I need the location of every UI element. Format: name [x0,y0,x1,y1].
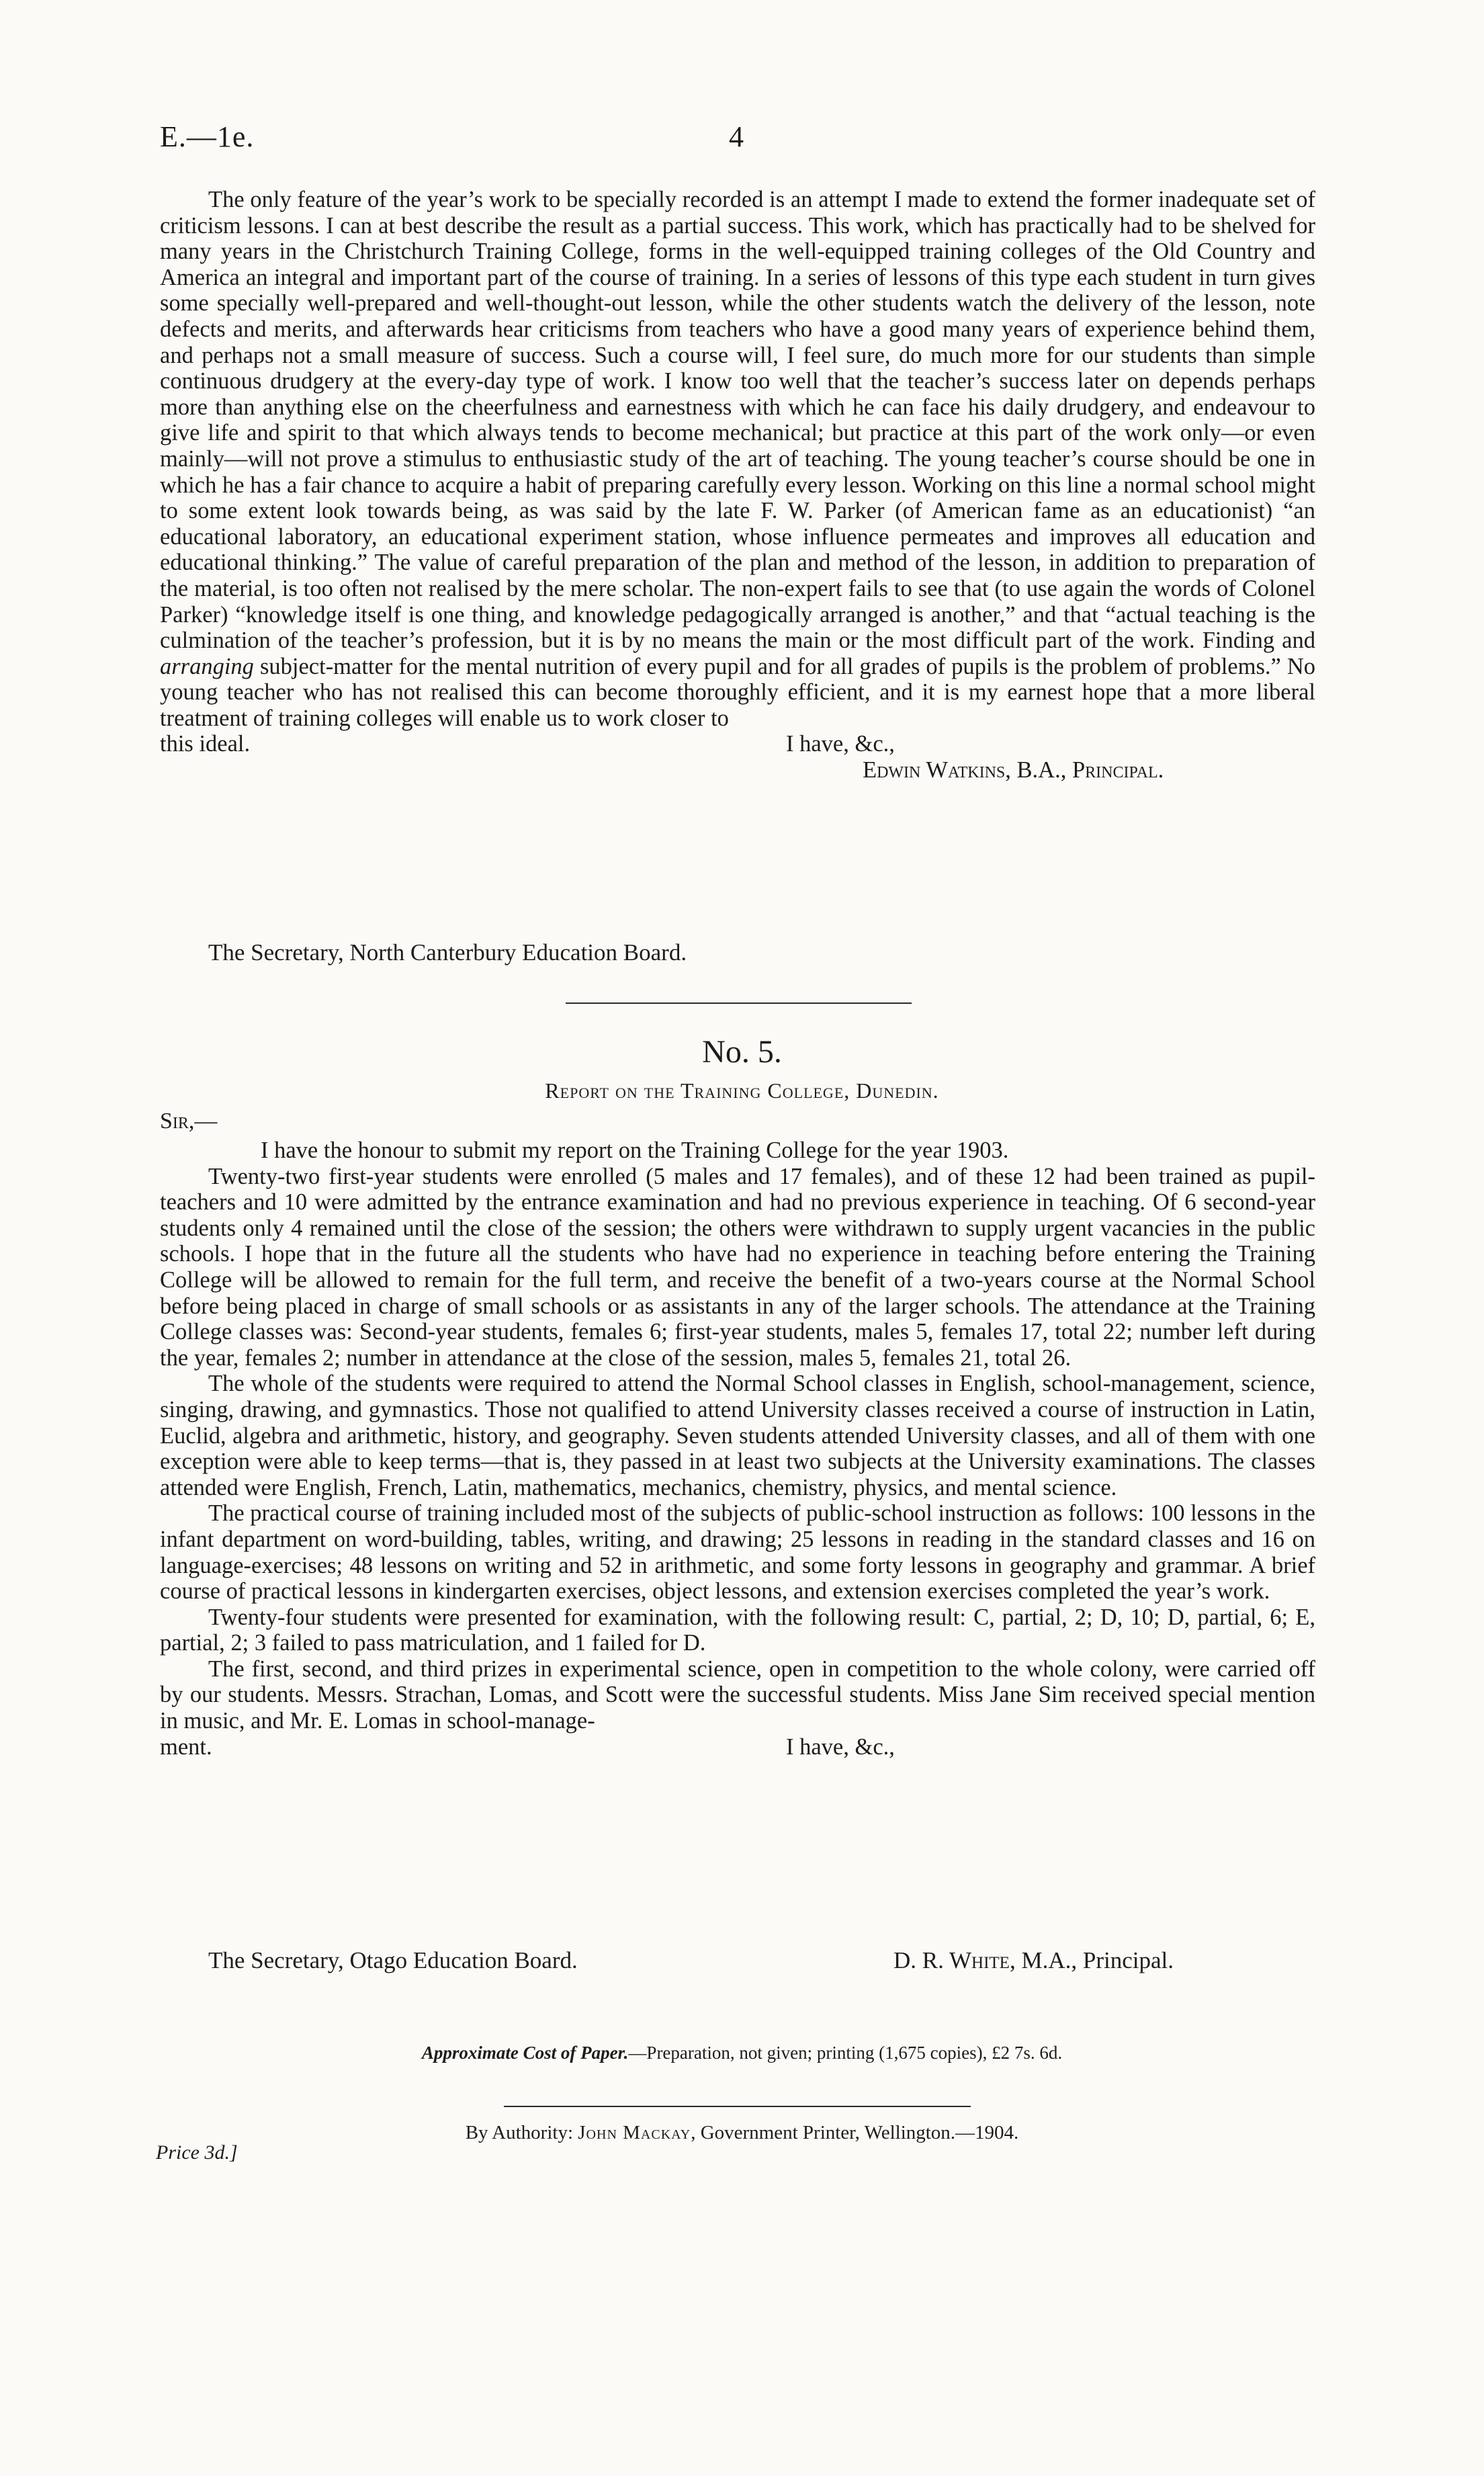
closing-row [160,1734,1315,1760]
addressee-signature-row [208,1947,1323,1974]
paragraph-practical-course: The practical course of training included most of the subjects of public-school instruction as follows: 100 lessons in the infant department on word-building, tables, writing, and drawing; 25 lessons in reading in the standard classes and 16 on language-exercises; 48 lessons on writing and 52 in arithmetic, and some forty lessons in geography and grammar. A brief course of practical lessons in kindergarten exercises, object lessons, and extension exercises completed the year’s work. [160,1500,1315,1605]
section-divider [566,1002,912,1004]
cost-text: —Preparation, not given; printing (1,675 copies), £2 7s. 6d. [628,2043,1063,2063]
authority-rest: , Government Printer, Wellington.—1904. [691,2122,1019,2143]
paragraph-tail: subject-matter for the mental nutrition of every pupil and for all grades of pupils is the problem of problems.” No young teacher who has not realised this can become thoroughly efficient, and it is my earnest hope that a more liberal treatment of training colleges will enable us to work closer to [160,653,1316,731]
closing-left: ment. [160,1734,212,1760]
signature-row [160,757,1315,783]
addressee: The Secretary, North Canterbury Education Board. [208,939,687,966]
closing-greeting: I have, &c., [786,1734,895,1760]
page-number: 4 [729,120,744,153]
paragraph-prizes: The first, second, and third prizes in experimental science, open in competition to the whole colony, were carried off by our students. Messrs. Strachan, Lomas, and Scott were the successful students. Miss Jane Sim received special mention in music, and Mr. E. Lomas in school-manage- [160,1656,1315,1734]
closing-row [160,731,1315,757]
section-1-body [160,187,1315,783]
approximate-cost [0,2043,1484,2063]
signature [893,1947,1174,1974]
signature: Edwin Watkins, B.A., Principal. [863,757,1164,783]
paragraph-text: The only feature of the year’s work to be specially recorded is an attempt I made to extend the former inadequate set of criticism lessons. I can at best describe the result as a partial success. This work, which has practically had to be shelved for many years in the Christchurch Training College, forms in the well-equipped training colleges of the Old Country and America an integral and important part of the course of training. In a series of lessons of this type each student in turn gives some specially well-prepared and well-thought-out lesson, while the other students watch the delivery of the lesson, note defects and merits, and afterwards hear criticisms from teachers who have a good many years of experience behind them, and perhaps not a small measure of success. Such a course will, I feel sure, do much more for our students than simple continuous drudgery at the every-day type of work. I know too well that the teacher’s success later on depends perhaps more than anything else on the cheerfulness and earnestness with which he can face his daily drudgery, and endeavour to give life and spirit to that which always tends to become mechanical; but practice at this part of the work only—or even mainly—will not prove a stimulus to enthusiastic study of the art of teaching. The young teacher’s course should be one in which he has a fair chance to acquire a habit of preparing carefully every lesson. Working on this line a normal school might to some extent look towards being, as was said by the late F. W. Parker (of American fame as an educationist) “an educational laboratory, an educational experiment station, whose influence permeates and improves all education and educational thinking.” The value of careful preparation of the plan and method of the lesson, in addition to preparation of the material, is too often not realised by the mere scholar. The non-expert fails to see that (to use again the words of Colonel Parker) “knowledge itself is one thing, and knowledge pedagogically arranged is another,” and that “actual teaching is the culmination of the teacher’s profession, but it is by no means the main or the most difficult part of the work. Finding and [160,187,1315,654]
paragraph-enrolment: Twenty-two first-year students were enrolled (5 males and 17 females), and of these 12 had been trained as pupil-teachers and 10 were admitted by the entrance examination and had no previous experience in teaching. Of 6 second-year students only 4 remained until the close of the session; the others were withdrawn to supply urgent vacancies in the public schools. I hope that in the future all the students who have had no experience in teaching before entering the Training College will be allowed to remain for the full term, and receive the benefit of a two-years course at the Normal School before being placed in charge of small schools or as assistants in any of the larger schools. The attendance at the Training College classes was: Second-year students, females 6; first-year students, males 5, females 17, total 22; number left during the year, females 2; number in attendance at the close of the session, males 5, females 21, total 26. [160,1163,1315,1371]
closing-greeting: I have, &c., [786,731,895,757]
criticism-lessons-paragraph [160,187,1315,731]
section-number: No. 5. [702,1034,782,1070]
authority-prefix: By Authority: [465,2122,574,2143]
price: Price 3d.] [156,2141,238,2164]
document-reference: E.—1e. [160,120,255,153]
emphasis-text: arranging [160,653,254,679]
addressee: The Secretary, Otago Education Board. [208,1947,578,1973]
printer-name: John Mackay [578,2122,691,2143]
paragraph-classes: The whole of the students were required to attend the Normal School classes in English, school-management, science, singing, drawing, and gymnastics. Those not qualified to attend University classes received a course of instruction in Latin, Euclid, algebra and arithmetic, history, and geography. Seven students attended University classes, and all of them with one exception were able to keep terms—that is, they passed in at least two subjects at the University examinations. The classes attended were English, French, Latin, mathematics, mechanics, chemistry, physics, and mental science. [160,1371,1315,1500]
closing-left: this ideal. [160,731,251,757]
salutation: Sir,— [160,1109,218,1134]
paragraph-honour: I have the honour to submit my report on the Training College for the year 1903. [261,1138,1009,1163]
paragraph-examination: Twenty-four students were presented for examination, with the following result: C, partial, 2; D, 10; D, partial, 6; E, partial, 2; 3 failed to pass matriculation, and 1 failed for D. [160,1604,1315,1656]
footer-divider [504,2106,971,2107]
report-title: Report on the Training College, Dunedin. [545,1078,939,1103]
signature-name: D. R. White [893,1947,1010,1973]
cost-label: Approximate Cost of Paper. [421,2043,629,2063]
section-2-body [160,1138,1315,1760]
signature-title: , M.A., Principal. [1009,1947,1174,1973]
